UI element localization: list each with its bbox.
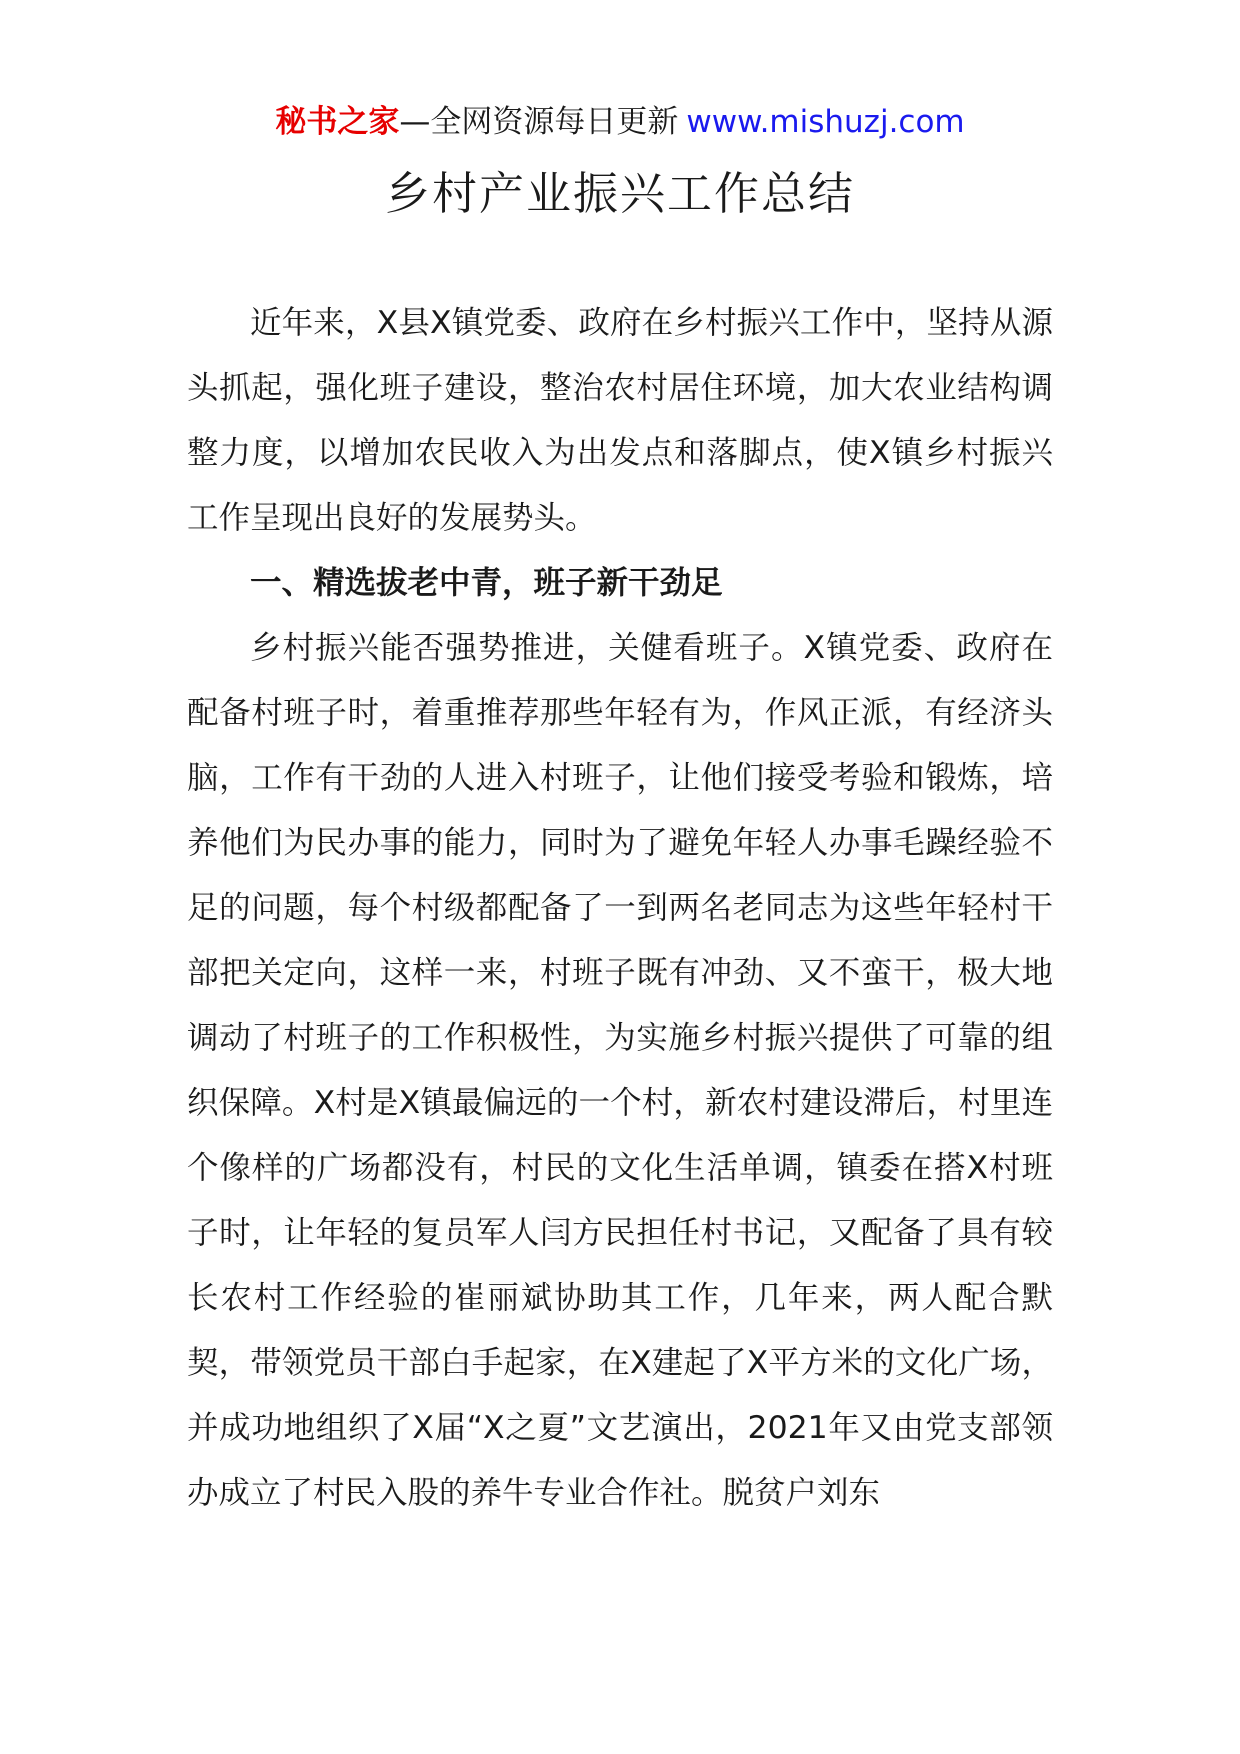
- intro-paragraph: 近年来，X县X镇党委、政府在乡村振兴工作中，坚持从源头抓起，强化班子建设，整治农村居住环境，加大农业结构调整力度，以增加农民收入为出发点和落脚点，使X镇乡村振兴工作呈现出良好的发展势头。: [187, 305, 1053, 536]
- document-body: [187, 291, 1053, 1526]
- header-tagline: —全网资源每日更新: [399, 104, 679, 140]
- document-title: 乡村产业振兴工作总结: [384, 167, 855, 220]
- section-heading-1: 一、精选拔老中青，班子新干劲足: [250, 565, 723, 601]
- site-header: [0, 100, 1240, 144]
- body-paragraph: 乡村振兴能否强势推进，关健看班子。X镇党委、政府在配备村班子时，着重推荐那些年轻有为，作风正派，有经济头脑，工作有干劲的人进入村班子，让他们接受考验和锻炼，培养他们为民办事的能力，同时为了避免年轻人办事毛躁经验不足的问题，每个村级都配备了一到两名老同志为这些年轻村干部把关定向，这样一来，村班子既有冲劲、又不蛮干，极大地调动了村班子的工作积极性，为实施乡村振兴提供了可靠的组织保障。X村是X镇最偏远的一个村，新农村建设滞后，村里连个像样的广场都没有，村民的文化生活单调，镇委在搭X村班子时，让年轻的复员军人闫方民担任村书记，又配备了具有较长农村工作经验的崔丽斌协助其工作，几年来，两人配合默契，带领党员干部白手起家，在X建起了X平方米的文化广场，并成功地组织了X届“X之夏”文艺演出，2021年又由党支部领办成立了村民入股的养牛专业合作社。脱贫户刘东: [187, 630, 1053, 1511]
- brand-name: 秘书之家: [275, 104, 400, 140]
- site-url-link[interactable]: www.mishuzj.com: [686, 104, 965, 140]
